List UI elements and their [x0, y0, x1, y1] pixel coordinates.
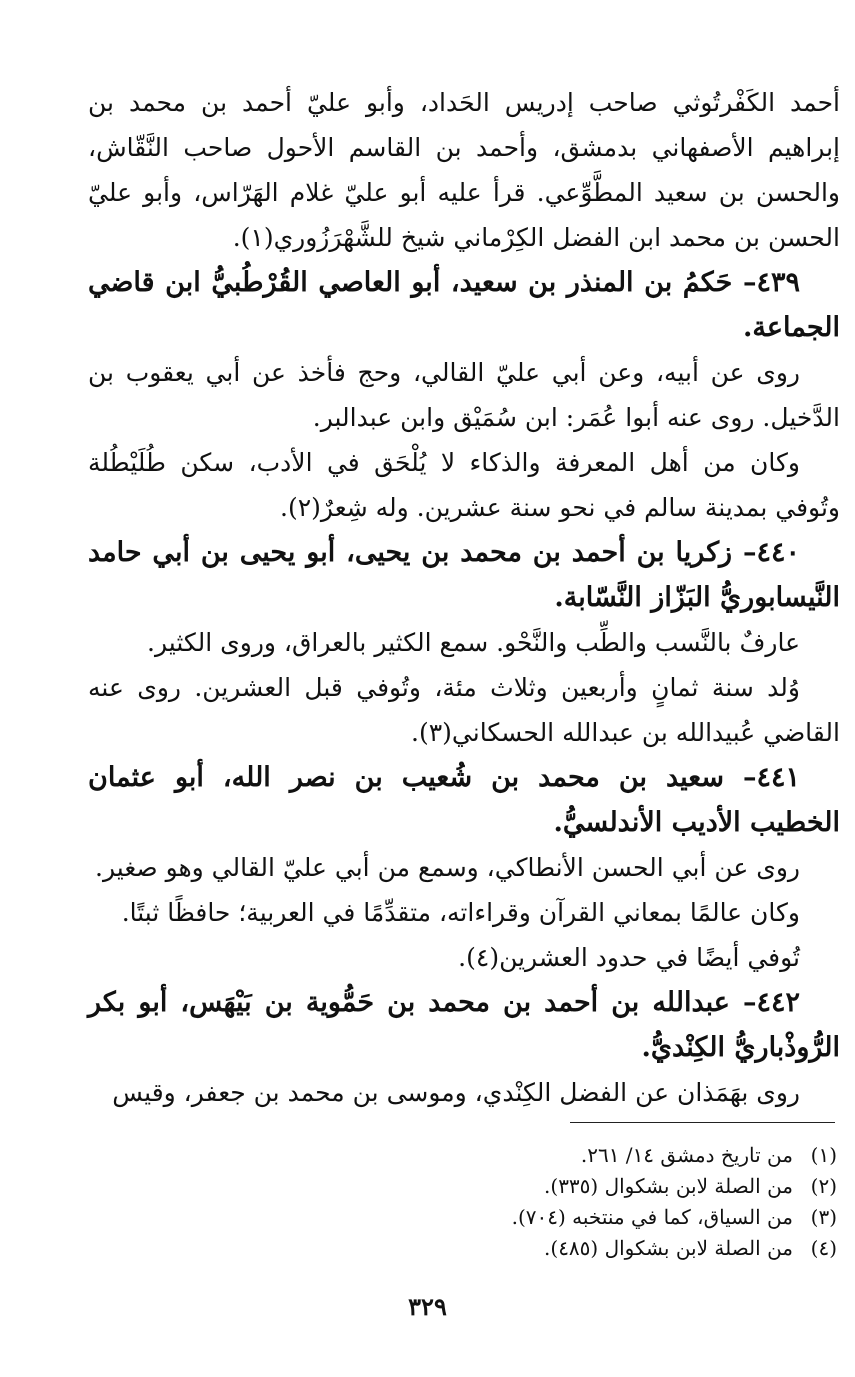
paragraph: وكان عالمًا بمعاني القرآن وقراءاته، متقدِّمًا في العربية؛ حافظًا ثبتًا.	[121, 898, 800, 927]
footnote	[337, 1202, 837, 1233]
paragraph: روى عن أبي الحسن الأنطاكي، وسمع من أبي عليّ القالي وهو صغير.	[95, 853, 800, 882]
footnote-number: (٣)	[810, 1205, 837, 1229]
footnote	[337, 1140, 837, 1171]
paragraph: روى عن أبيه، وعن أبي عليّ القالي، وحج فأخذ عن أبي يعقوب بن الدَّخيل. روى عنه أبوا عُمَر: ابن سُمَيْق وابن عبدالبر.	[88, 358, 840, 432]
paragraph: أحمد الكَفْرتُوثي صاحب إدريس الحَداد، وأبو عليّ أحمد بن محمد بن إبراهيم الأصفهاني بدمشق، وأحمد بن القاسم الأحول صاحب النَّقّاش، والحسن بن سعيد المطَّوِّعي. قرأ عليه أبو عليّ غلام الهَرّاس، وأبو عليّ الحسن بن محمد ابن الفضل الكِرْماني شيخ للشَّهْرَزُوري(١).	[88, 88, 840, 252]
footnote-text: من السياق، كما في منتخبه (٧٠٤).	[511, 1205, 793, 1229]
paragraph: روى بهَمَذان عن الفضل الكِنْدي، وموسى بن محمد بن جعفر، وقيس	[112, 1078, 800, 1107]
footnote-text: من الصلة لابن بشكوال (٤٨٥).	[544, 1236, 793, 1260]
footnote	[337, 1171, 837, 1202]
page-body	[88, 80, 840, 1115]
footnote-number: (١)	[810, 1143, 837, 1167]
footnote-number: (٢)	[810, 1174, 837, 1198]
entry-title-442: ٤٤٢– عبدالله بن أحمد بن محمد بن حَمُّوية بن بَيْهَس، أبو بكر الرُّوذْباريُّ الكِنْديُّ.	[88, 987, 840, 1063]
footnote-number: (٤)	[810, 1236, 837, 1260]
paragraph: وُلد سنة ثمانٍ وأربعين وثلاث مئة، وتُوفي قبل العشرين. روى عنه القاضي عُبيدالله بن عبدالله الحسكاني(٣).	[88, 673, 840, 747]
paragraph: تُوفي أيضًا في حدود العشرين(٤).	[458, 943, 800, 972]
paragraph: وكان من أهل المعرفة والذكاء لا يُلْحَق في الأدب، سكن طُلَيْطُلة وتُوفي بمدينة سالم في نحو سنة عشرين. وله شِعرٌ(٢).	[88, 448, 840, 522]
entry-title-439: ٤٣٩– حَكمُ بن المنذر بن سعيد، أبو العاصي القُرْطُبيُّ ابن قاضي الجماعة.	[88, 267, 840, 343]
footnotes-divider	[570, 1122, 835, 1123]
entry-title-440: ٤٤٠– زكريا بن أحمد بن محمد بن يحيى، أبو يحيى بن أبي حامد النَّيسابوريُّ البَزّاز النَّسّابة.	[88, 537, 840, 613]
footnote	[337, 1233, 837, 1264]
footnote-text: من تاريخ دمشق ١٤/ ٢٦١.	[580, 1143, 793, 1167]
footnotes	[337, 1140, 837, 1264]
page-number: ٣٢٩	[408, 1292, 447, 1321]
footnote-text: من الصلة لابن بشكوال (٣٣٥).	[544, 1174, 793, 1198]
entry-title-441: ٤٤١– سعيد بن محمد بن شُعيب بن نصر الله، أبو عثمان الخطيب الأديب الأندلسيُّ.	[88, 762, 840, 838]
paragraph: عارفٌ بالنَّسب والطِّب والنَّحْو. سمع الكثير بالعراق، وروى الكثير.	[147, 628, 800, 657]
